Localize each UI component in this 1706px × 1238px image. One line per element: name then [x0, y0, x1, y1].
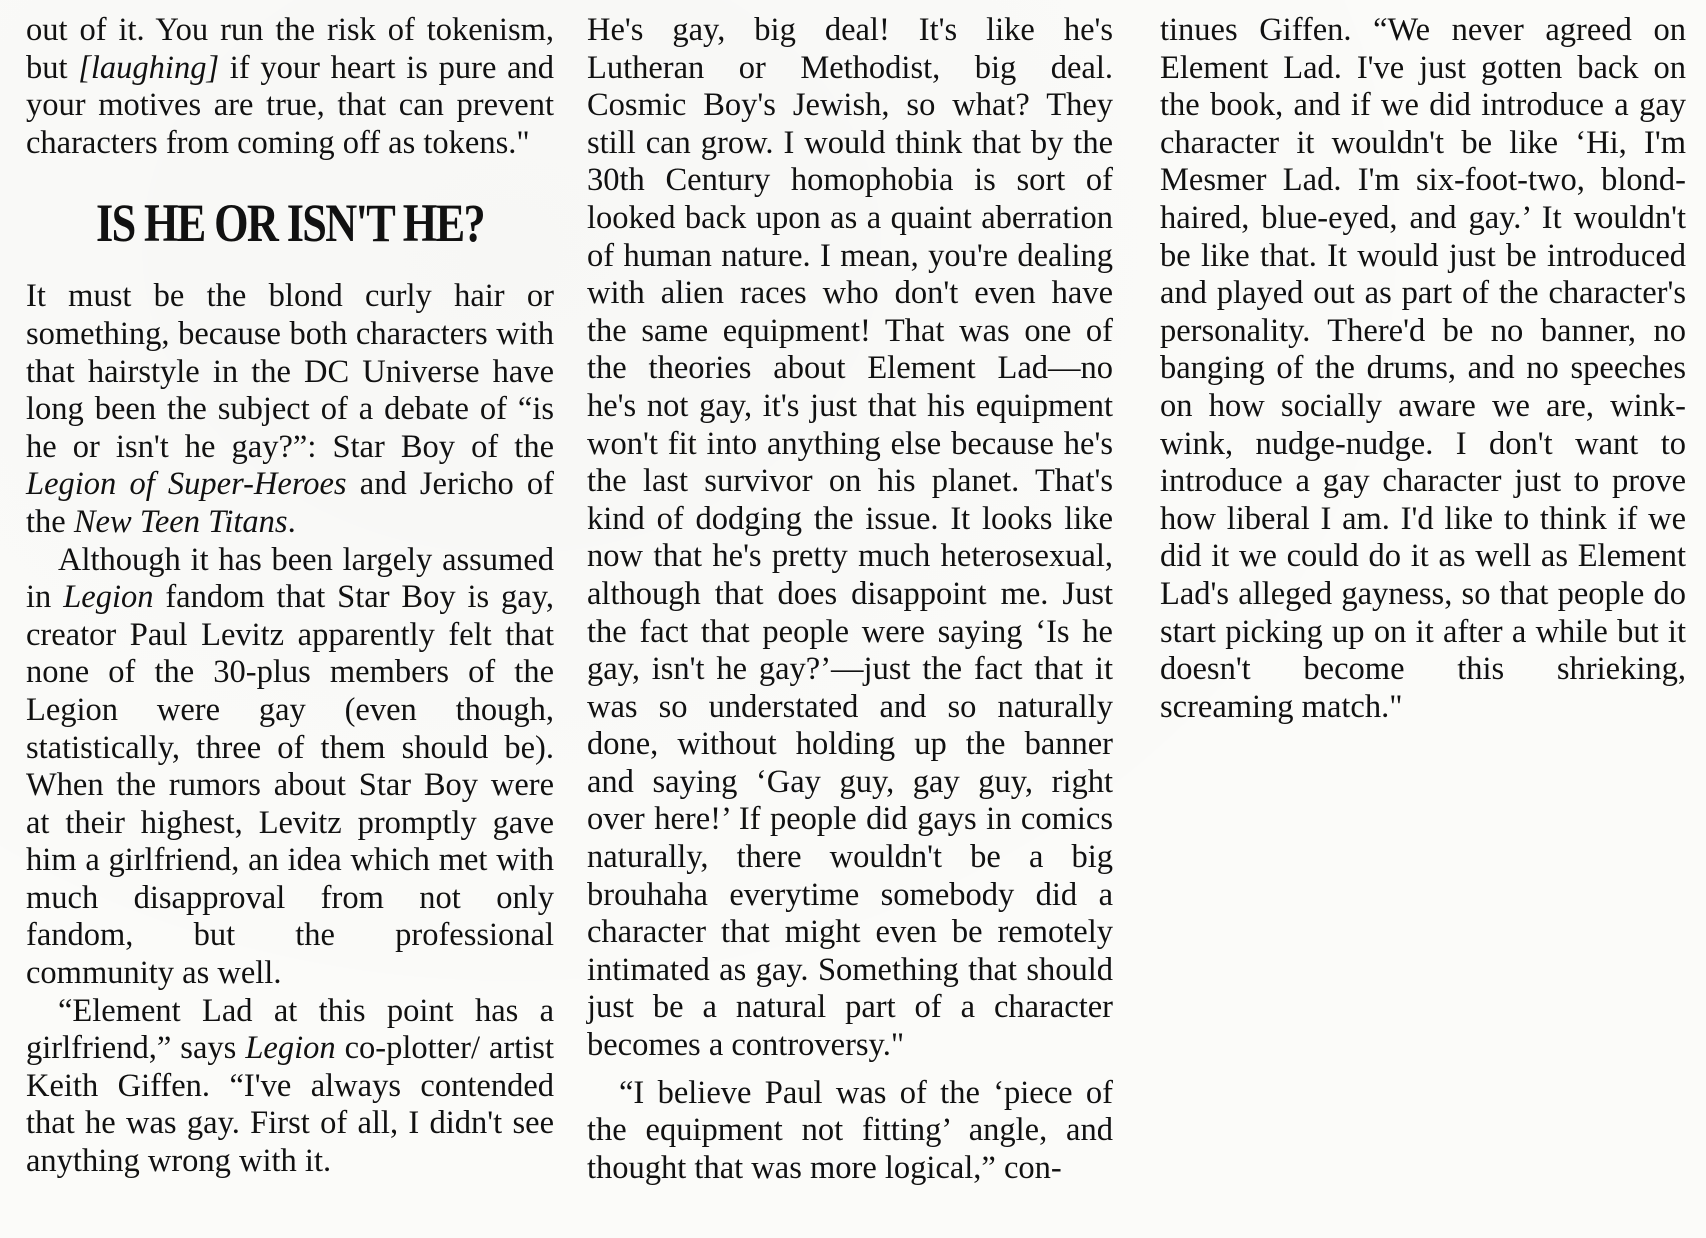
text-run: It must be the blond curly hair or something, because both characters with that hairstyle in the DC Universe have long been the subject of a debate of “is he or isn't he gay?”: Star Boy of the — [26, 278, 554, 465]
italic-text: [laughing] — [78, 49, 220, 86]
column-1 — [26, 12, 554, 1181]
paragraph — [26, 12, 554, 162]
text-run: Although it has been largely assumed in — [26, 541, 554, 616]
text-run: if your heart is pure and your motives are true, that can prevent characters from coming off as tokens." — [26, 49, 554, 161]
italic-text: Legion — [63, 579, 154, 616]
text-run: . — [287, 503, 296, 540]
italic-text: Legion — [245, 1030, 336, 1067]
paragraph — [26, 278, 554, 541]
text-run: fandom that Star Boy is gay, creator Paul Levitz apparently felt that none of the 30-plus members of the Legion were gay (even though, statistically, three of them should be). When the rumors about Star Boy were at their highest, Levitz promptly gave him a girlfriend, an idea which met with much disapproval from not only fandom, but the professional community as well. — [26, 579, 554, 992]
paragraph — [26, 993, 554, 1181]
paragraph: “I believe Paul was of the ‘piece of the equipment not fitting’ angle, and thought that was more logical,” con- — [587, 1074, 1113, 1186]
column-3 — [1160, 12, 1686, 726]
text-run: co-plotter/ artist Keith Giffen. “I've always contended that he was gay. First of all, I didn't see anything wrong with it. — [26, 1030, 554, 1180]
text-run: out of it. You run the risk of tokenism, but — [26, 12, 554, 86]
paragraph: tinues Giffen. “We never agreed on Element Lad. I've just gotten back on the book, and if we did introduce a gay character it wouldn't be like ‘Hi, I'm Mesmer Lad. I'm six-foot-two, blond-haired, blue-eyed, and gay.’ It wouldn't be like that. It would just be introduced and played out as part of the character's personality. There'd be no banner, no banging of the drums, and no speeches on how socially aware we are, wink-wink, nudge-nudge. I don't want to introduce a gay character just to prove how liberal I am. I'd like to think if we did it we could do it as well as Element Lad's alleged gayness, so that people do start picking up on it after a while but it doesn't become this shrieking, screaming match." — [1160, 12, 1686, 725]
section-heading: IS HE OR ISN'T HE? — [95, 193, 485, 254]
text-run: and Jericho of the — [26, 466, 554, 540]
text-run: “Element Lad at this point has a girlfriend,” says — [26, 992, 554, 1067]
paragraph: He's gay, big deal! It's like he's Lutheran or Methodist, big deal. Cosmic Boy's Jewish, so what? They still can grow. I would think that by the 30th Century homophobia is sort of looked back upon as a quaint aberration of human nature. I mean, you're dealing with alien races who don't even have the same equipment! That was one of the theories about Element Lad—no he's not gay, it's just that his equipment won't fit into anything else because he's the last survivor on his planet. That's kind of dodging the issue. It looks like now that he's pretty much heterosexual, although that does disappoint me. Just the fact that people were saying ‘Is he gay, isn't he gay?’—just the fact that it was so understated and so naturally done, without holding up the banner and saying ‘Gay guy, gay guy, right over here!’ If people did gays in comics naturally, there wouldn't be a big brouhaha everytime somebody did a character that might even be remotely intimated as gay. Something that should just be a natural part of a character becomes a controversy." — [587, 12, 1113, 1064]
paragraph — [26, 542, 554, 993]
italic-text: Legion of Super-Heroes — [26, 466, 347, 503]
italic-text: New Teen Titans — [73, 503, 288, 540]
column-2 — [587, 12, 1113, 1187]
